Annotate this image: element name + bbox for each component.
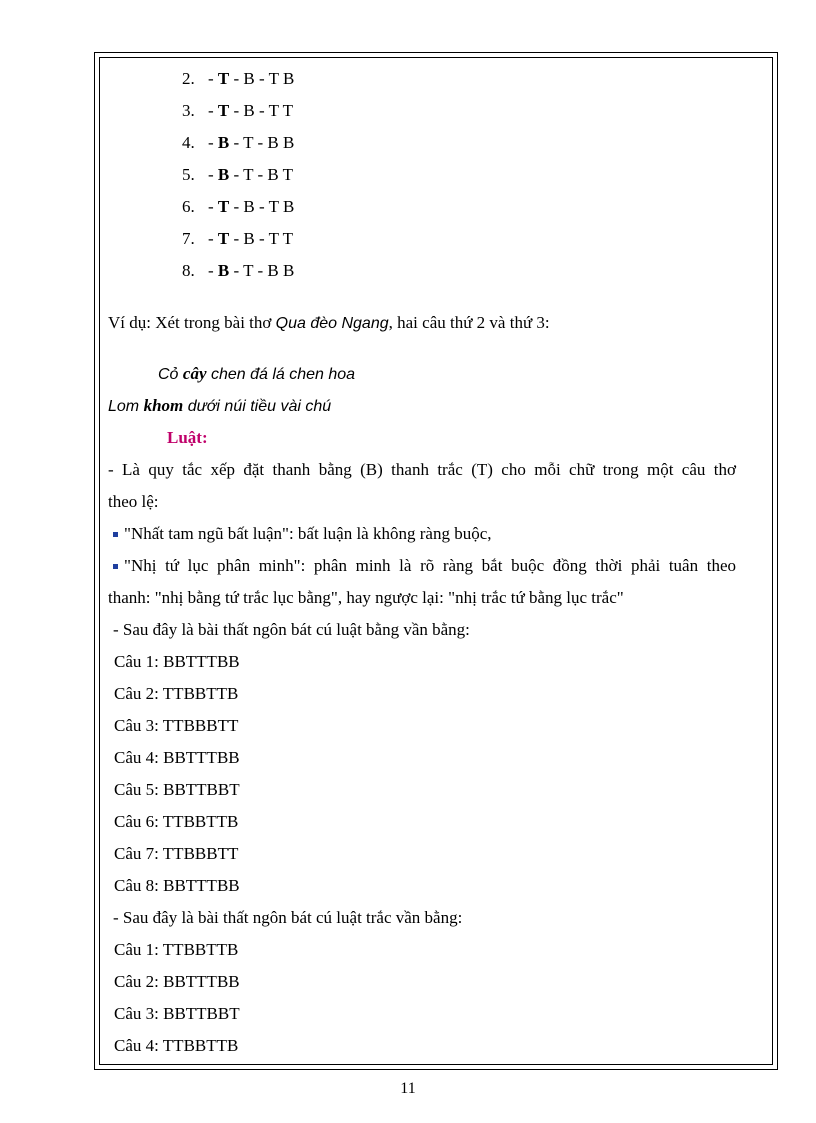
rule-text: thanh: "nhị bằng tứ trắc lục bằng", hay ngược lại: "nhị trắc tứ bằng lục trắc" xyxy=(108,588,624,607)
pattern-line: 8. - B - T - B B xyxy=(182,261,295,280)
rule-text: - Là quy tắc xếp đặt thanh bằng (B) thanh trắc (T) cho mỗi chữ trong một câu thơ xyxy=(108,460,736,479)
pattern-line: 5. - B - T - B T xyxy=(182,165,294,184)
section-heading: Luật: xyxy=(167,428,208,447)
rule-text: theo lệ: xyxy=(108,492,159,511)
bullet-item: "Nhất tam ngũ bất luận": bất luận là không ràng buộc, xyxy=(113,524,491,544)
verse-pattern: Câu 2: TTBBTTB xyxy=(114,684,239,703)
verse-pattern: Câu 1: BBTTTBB xyxy=(114,652,240,671)
pattern-line: 7. - T - B - T T xyxy=(182,229,294,248)
verse-pattern: Câu 4: BBTTTBB xyxy=(114,748,240,767)
verse-pattern: Câu 5: BBTTBBT xyxy=(114,780,240,799)
verse-pattern: Câu 3: TTBBBTT xyxy=(114,716,239,735)
verse-pattern: Câu 4: TTBBTTB xyxy=(114,1036,239,1055)
bullet-icon xyxy=(113,564,118,569)
page-number: 11 xyxy=(400,1080,416,1097)
verse-pattern: Câu 7: TTBBBTT xyxy=(114,844,239,863)
verse-pattern: Câu 6: TTBBTTB xyxy=(114,812,239,831)
verse-pattern: Câu 3: BBTTBBT xyxy=(114,1004,240,1023)
verse-line: Cỏ cây chen đá lá chen hoa xyxy=(158,364,356,383)
pattern-line: 6. - T - B - T B xyxy=(182,197,295,216)
bullet-item: "Nhị tứ lục phân minh": phân minh là rõ ràng bắt buộc đồng thời phải tuân theo xyxy=(113,556,736,576)
verse-pattern: Câu 8: BBTTTBB xyxy=(114,876,240,895)
pattern-line: 3. - T - B - T T xyxy=(182,101,294,120)
section-intro: - Sau đây là bài thất ngôn bát cú luật trắc vần bằng: xyxy=(113,908,463,927)
pattern-line: 4. - B - T - B B xyxy=(182,133,295,152)
verse-line: Lom khom dưới núi tiều vài chú xyxy=(108,396,332,415)
pattern-line: 2. - T - B - T B xyxy=(182,69,295,88)
bullet-icon xyxy=(113,532,118,537)
section-intro: - Sau đây là bài thất ngôn bát cú luật bằng vần bằng: xyxy=(113,620,470,639)
verse-pattern: Câu 2: BBTTTBB xyxy=(114,972,240,991)
example-intro: Ví dụ: Xét trong bài thơ Qua đèo Ngang, hai câu thứ 2 và thứ 3: xyxy=(108,313,550,332)
verse-pattern: Câu 1: TTBBTTB xyxy=(114,940,239,959)
